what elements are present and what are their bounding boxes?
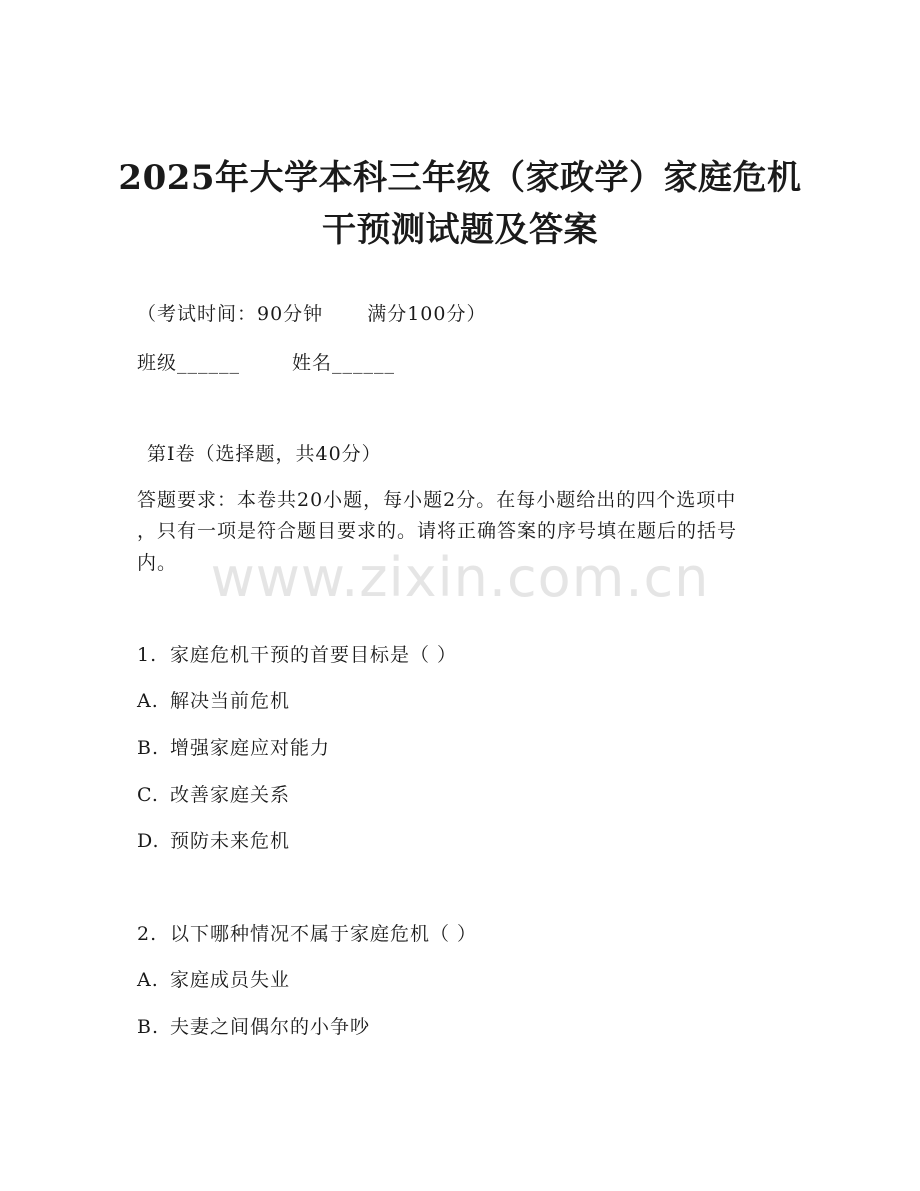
- question-1-option-d: [137, 828, 290, 854]
- option-letter: A.: [137, 969, 159, 991]
- option-letter: D.: [137, 830, 160, 852]
- question-2-option-b: [137, 1014, 370, 1040]
- full-score: 满分100分）: [367, 303, 487, 325]
- option-text: 增强家庭应对能力: [170, 737, 331, 759]
- option-text: 解决当前危机: [170, 690, 291, 712]
- section-title: 第I卷（选择题，共40分）: [147, 443, 382, 465]
- option-text: 夫妻之间偶尔的小争吵: [170, 1016, 371, 1038]
- question-number: 2.: [137, 923, 158, 945]
- exam-info: [137, 301, 486, 327]
- option-text: 改善家庭关系: [170, 784, 291, 806]
- instructions-line-2: ，只有一项是符合题目要求的。请将正确答案的序号填在题后的括号: [137, 520, 738, 542]
- question-text: 家庭危机干预的首要目标是（ ）: [170, 644, 458, 666]
- question-2-stem: [137, 921, 477, 947]
- question-1-option-c: [137, 782, 290, 808]
- document-title-line-1: 2025年大学本科三年级（家政学）家庭危机: [118, 158, 802, 198]
- instructions-line-3: 内。: [137, 552, 178, 574]
- option-letter: C.: [137, 784, 159, 806]
- option-letter: B.: [137, 737, 160, 759]
- name-field: 姓名______: [292, 352, 396, 374]
- option-letter: A.: [137, 690, 159, 712]
- question-1-option-b: [137, 735, 330, 761]
- question-text: 以下哪种情况不属于家庭危机（ ）: [170, 923, 478, 945]
- document-title-line-2: 干预测试题及答案: [322, 210, 598, 250]
- class-field: 班级______: [137, 352, 241, 374]
- exam-time: （考试时间：90分钟: [137, 303, 324, 325]
- option-text: 预防未来危机: [170, 830, 291, 852]
- student-info: [137, 350, 395, 376]
- option-text: 家庭成员失业: [170, 969, 291, 991]
- instructions-line-1: 答题要求：本卷共20小题，每小题2分。在每小题给出的四个选项中: [137, 489, 737, 511]
- question-1-stem: [137, 642, 457, 668]
- question-1-option-a: [137, 688, 290, 714]
- watermark: www.zixin.com.cn: [210, 546, 710, 609]
- question-2-option-a: [137, 967, 290, 993]
- option-letter: B.: [137, 1016, 160, 1038]
- question-number: 1.: [137, 644, 158, 666]
